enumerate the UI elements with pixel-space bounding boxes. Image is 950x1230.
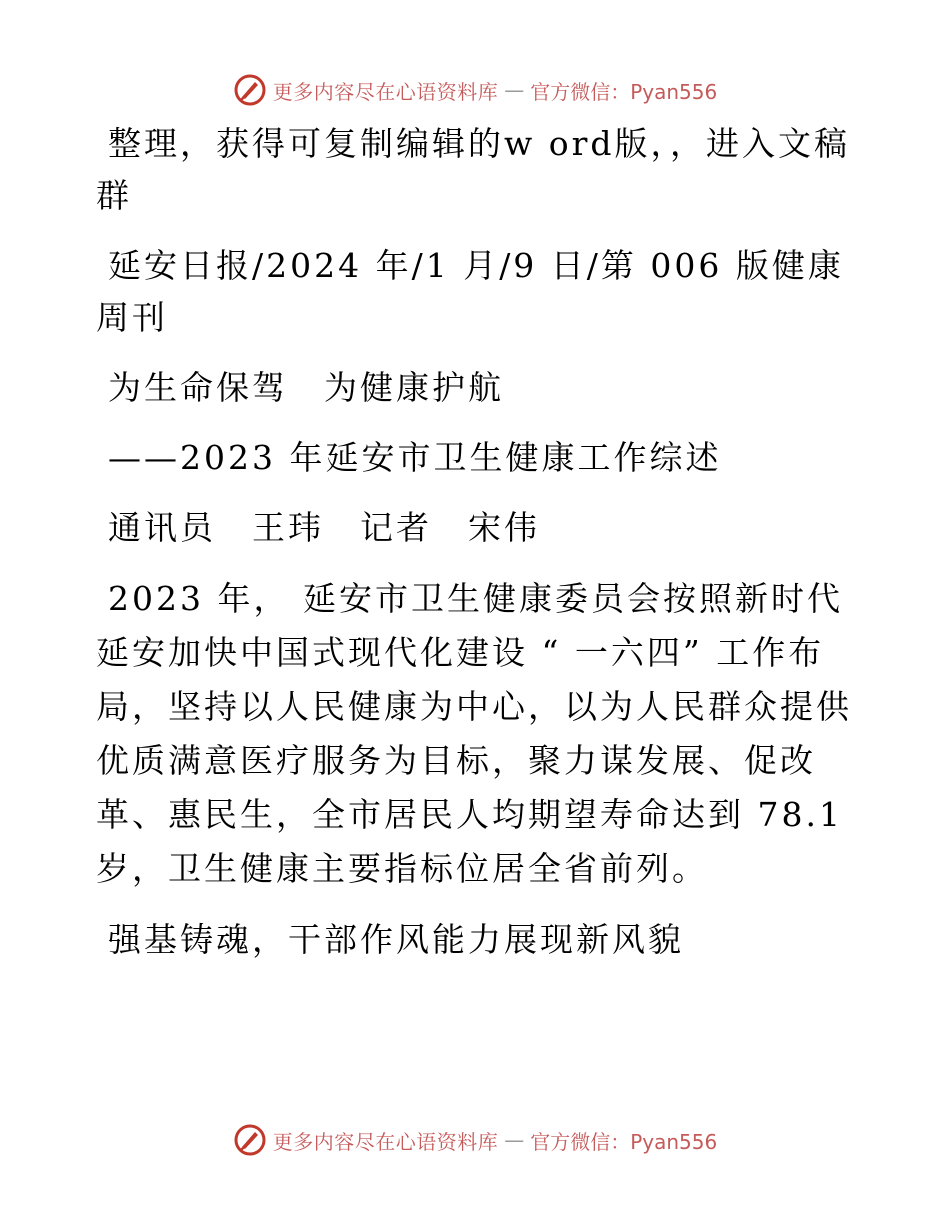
watermark-site-text: 更多内容尽在心语资料库 [272, 1129, 499, 1154]
section-heading: 强基铸魂，干部作风能力展现新风貌 [108, 920, 684, 959]
body-paragraph: 2023 年， 延安市卫生健康委员会按照新时代延安加快中国式现代化建设 “ 一六四” 工作布局，坚持以人民健康为中心，以为人民群众提供优质满意医疗服务为目标，聚力谋发展、促改革、惠民生，全市居民人均期望寿命达到 78.1 岁，卫生健康主要指标位居全省前列。 [96, 579, 852, 888]
article-subtitle: ——2023 年延安市卫生健康工作综述 [108, 438, 722, 477]
header-watermark [0, 70, 950, 110]
quill-logo-icon [233, 73, 267, 107]
document-body [96, 118, 856, 984]
source-line: 延安日报/2024 年/1 月/9 日/第 006 版健康周刊 [96, 246, 844, 337]
watermark-separator: — [504, 1128, 525, 1152]
watermark-wechat: 官方微信：Pyan556 [530, 1129, 718, 1154]
footer-watermark [0, 1120, 950, 1160]
watermark-wechat: 官方微信：Pyan556 [530, 79, 718, 104]
watermark-site-text: 更多内容尽在心语资料库 [272, 79, 499, 104]
quill-logo-icon [233, 1123, 267, 1157]
byline: 通讯员 王玮 记者 宋伟 [108, 508, 540, 547]
watermark-separator: — [504, 78, 525, 102]
intro-line: 整理，获得可复制编辑的w ord版，，进入文稿群 [96, 124, 851, 215]
article-title: 为生命保驾 为健康护航 [108, 368, 504, 407]
